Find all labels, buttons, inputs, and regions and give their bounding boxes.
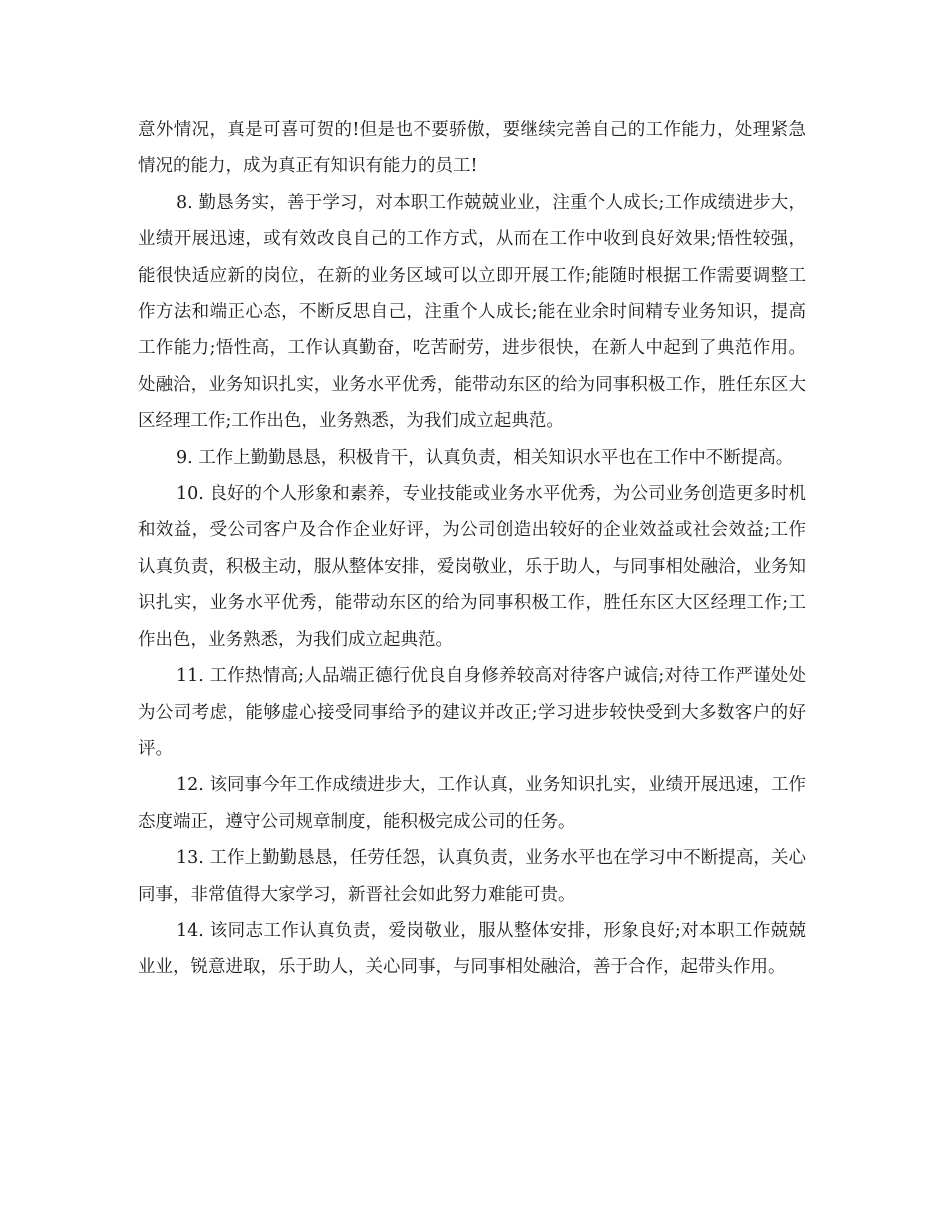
- paragraph-item-14: 14. 该同志工作认真负责，爱岗敬业，服从整体安排，形象良好;对本职工作兢兢业业，锐意进取，乐于助人，关心同事，与同事相处融洽，善于合作，起带头作用。: [138, 920, 806, 978]
- paragraph-item-10: 10. 良好的个人形象和素养，专业技能或业务水平优秀，为公司业务创造更多时机和效益，受公司客户及合作企业好评，为公司创造出较好的企业效益或社会效益;工作认真负责，积极主动，服从整体安排，爱岗敬业，乐于助人，与同事相处融洽，业务知识扎实，业务水平优秀，能带动东区的给为同事积极工作，胜任东区大区经理工作;工作出色，业务熟悉，为我们成立起典范。: [138, 484, 806, 650]
- document-body: [138, 112, 806, 986]
- paragraph-item-13: 13. 工作上勤勤恳恳，任劳任怨，认真负责，业务水平也在学习中不断提高，关心同事，非常值得大家学习，新晋社会如此努力难能可贵。: [138, 848, 806, 905]
- paragraph-item-12: 12. 该同事今年工作成绩进步大，工作认真，业务知识扎实，业绩开展迅速，工作态度端正，遵守公司规章制度，能积极完成公司的任务。: [138, 775, 806, 832]
- paragraph-item-9: 9. 工作上勤勤恳恳，积极肯干，认真负责，相关知识水平也在工作中不断提高。: [176, 447, 794, 468]
- paragraph-item-8: 8. 勤恳务实，善于学习，对本职工作兢兢业业，注重个人成长;工作成绩进步大，业绩开展迅速，或有效改良自己的工作方式，从而在工作中收到良好效果;悟性较强，能很快适应新的岗位，在新的业务区域可以立即开展工作;能随时根据工作需要调整工作方法和端正心态，不断反思自己，注重个人成长;能在业余时间精专业务知识，提高工作能力;悟性高，工作认真勤奋，吃苦耐劳，进步很快，在新人中起到了典范作用。处融洽，业务知识扎实，业务水平优秀，能带动东区的给为同事积极工作，胜任东区大区经理工作;工作出色，业务熟悉，为我们成立起典范。: [138, 192, 806, 432]
- paragraph-item-11: 11. 工作热情高;人品端正德行优良自身修养较高对待客户诚信;对待工作严谨处处为公司考虑，能够虚心接受同事给予的建议并改正;学习进步较快受到大多数客户的好评。: [138, 666, 806, 759]
- paragraph-continuation: 意外情况，真是可喜可贺的!但是也不要骄傲，要继续完善自己的工作能力，处理紧急情况的能力，成为真正有知识有能力的员工!: [138, 120, 806, 177]
